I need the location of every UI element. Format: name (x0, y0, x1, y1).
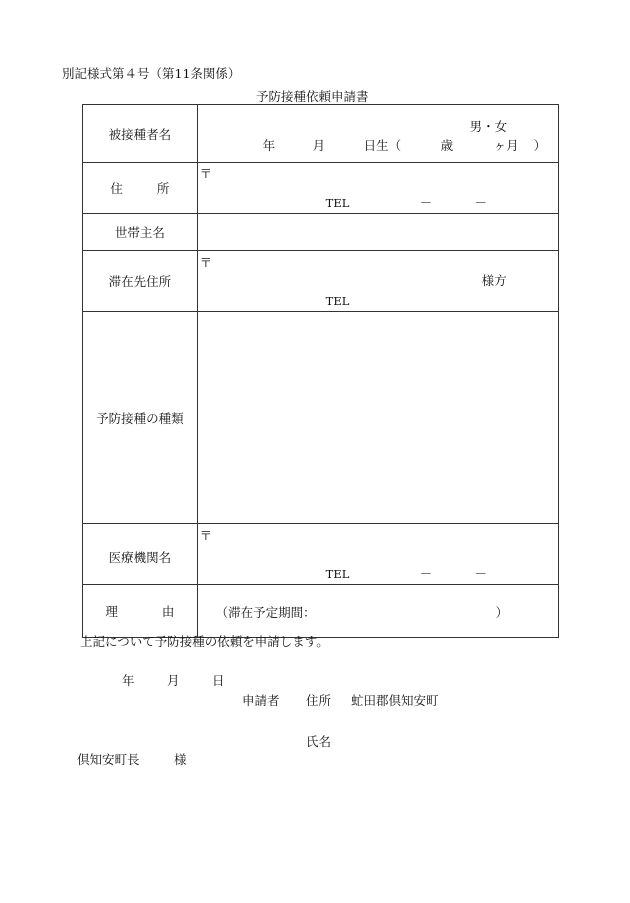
field-householder[interactable] (197, 214, 558, 251)
postal-mark: 〒 (199, 166, 213, 181)
tel-label: TEL (325, 567, 350, 581)
tel-dash-2: － (474, 566, 488, 581)
tel-label: TEL (325, 196, 350, 210)
age-years-unit: 歳 (440, 138, 454, 153)
recipient-title: 倶知安町長 (77, 752, 140, 767)
row-medical-institution (83, 524, 559, 585)
applicant-label: 申請者 (242, 693, 280, 708)
form-title: 予防接種依頼申請書 (256, 89, 369, 104)
label-reason: 理 由 (83, 585, 198, 638)
postal-mark: 〒 (199, 255, 213, 270)
label-vaccinee-name: 被接種者名 (83, 105, 198, 163)
field-address[interactable] (197, 163, 558, 214)
birth-year-unit: 年 (262, 138, 276, 153)
date-month-unit: 月 (167, 673, 180, 688)
label-householder: 世帯主名 (83, 214, 198, 251)
tel-label: TEL (325, 294, 350, 308)
tel-dash-2: － (474, 195, 488, 210)
applicant-name-label: 氏名 (306, 734, 332, 749)
applicant-address-label: 住所 (306, 693, 332, 708)
label-vaccine-type: 予防接種の種類 (83, 312, 198, 524)
tel-dash-1: － (419, 566, 433, 581)
row-address (83, 163, 559, 214)
date-day-unit: 日 (212, 673, 225, 688)
care-of-label: 様方 (481, 273, 507, 288)
age-close-paren: ） (533, 138, 547, 153)
field-stay-address[interactable] (197, 251, 558, 312)
stay-period-close: ） (495, 605, 509, 620)
gender-choice[interactable]: 男・女 (469, 119, 508, 134)
row-vaccine-type (83, 312, 559, 524)
birth-day-unit: 日生（ (363, 138, 402, 153)
birth-month-unit: 月 (312, 138, 326, 153)
field-medical-institution[interactable] (197, 524, 558, 585)
date-year-unit: 年 (122, 673, 135, 688)
tel-dash-1: － (419, 195, 433, 210)
form-number: 別記様式第４号（第11条関係） (62, 66, 241, 81)
applicant-address-value: 虻田郡倶知安町 (351, 693, 439, 708)
recipient-honorific: 様 (174, 752, 187, 767)
age-months-unit: ヶ月 (493, 138, 519, 153)
postal-mark: 〒 (199, 528, 213, 543)
field-vaccine-type[interactable] (197, 312, 558, 524)
field-vaccinee-name[interactable] (197, 105, 558, 163)
row-reason (83, 585, 559, 638)
application-statement: 上記について予防接種の依頼を申請します。 (80, 634, 329, 649)
row-householder (83, 214, 559, 251)
label-medical-institution: 医療機関名 (83, 524, 198, 585)
row-vaccinee-name (83, 105, 559, 163)
label-address: 住 所 (83, 163, 198, 214)
application-form-table (82, 104, 559, 638)
label-stay-address: 滞在先住所 (83, 251, 198, 312)
field-reason[interactable] (197, 585, 558, 638)
stay-period-open: （滞在予定期間： (215, 605, 316, 620)
row-stay-address (83, 251, 559, 312)
